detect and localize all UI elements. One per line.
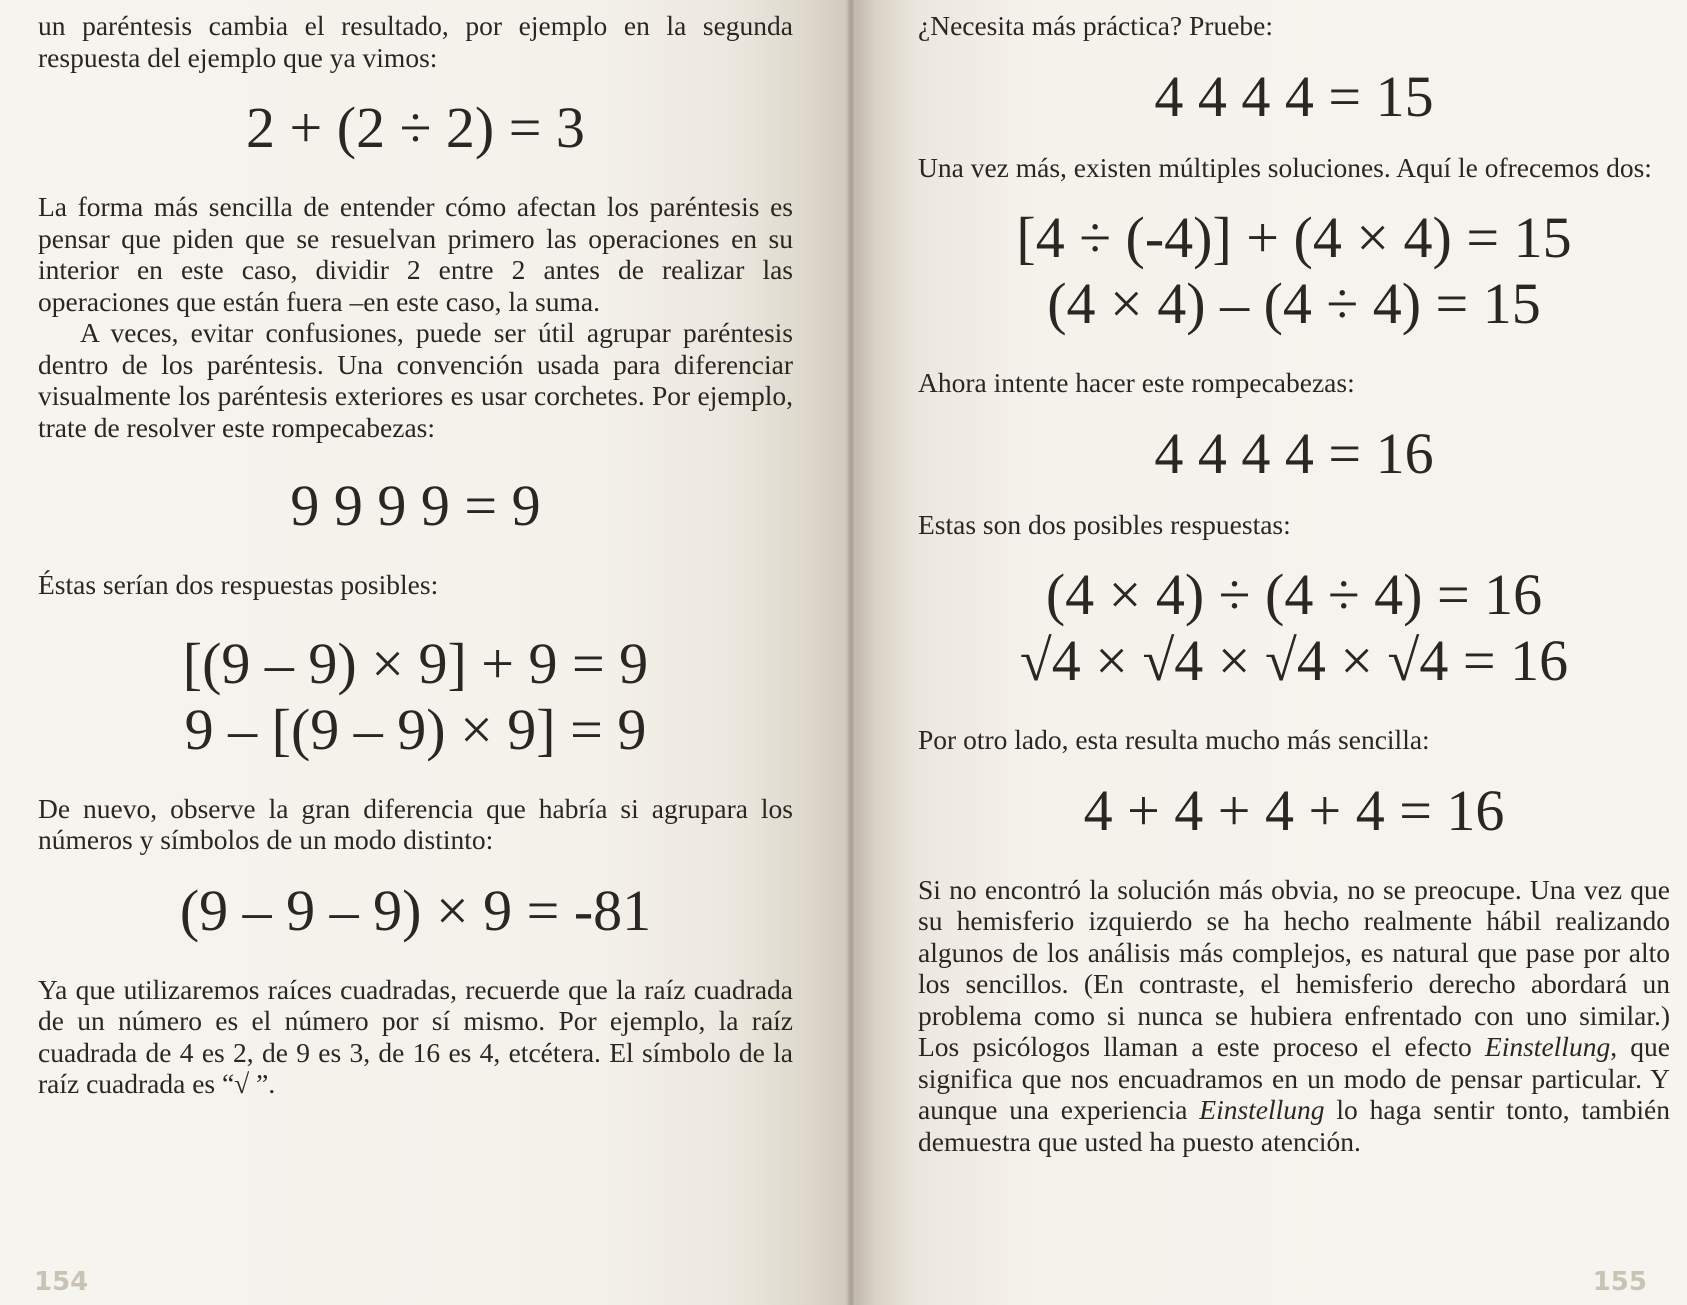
right-paragraph-5: Por otro lado, esta resulta mucho más sencilla: — [918, 724, 1430, 755]
left-paragraph-4: Éstas serían dos respuestas posibles: — [38, 569, 439, 600]
right-equation-4b: √4 × √4 × √4 × √4 = 16 — [1019, 628, 1569, 693]
right-equation-2b: (4 × 4) – (4 ÷ 4) = 15 — [1047, 271, 1541, 336]
left-paragraph-2: La forma más sencilla de entender cómo afectan los paréntesis es pensar que piden que se resuelvan primero las operaciones en su interior en este caso, dividir 2 entre 2 antes de realizar las operaciones que están fuera –en este caso, la suma. — [38, 191, 793, 317]
right-paragraph-6 — [918, 874, 1670, 1158]
einstellung-term-1: Einstellung — [1484, 1031, 1611, 1062]
left-page-text — [38, 10, 793, 1100]
left-paragraph-5: De nuevo, observe la gran diferencia que habría si agrupara los números y símbolos de un modo distinto: — [38, 792, 793, 855]
left-equation-2: 9 9 9 9 = 9 — [290, 473, 541, 538]
right-paragraph-6-part-b: , que significa que nos encuadramos en un modo de pensar particular. Y aunque una experiencia — [918, 1031, 1670, 1125]
right-page-number: 155 — [1592, 1267, 1647, 1297]
right-equation-4a: (4 × 4) ÷ (4 ÷ 4) = 16 — [1045, 562, 1543, 627]
right-paragraph-2: Una vez más, existen múltiples soluciones. Aquí le ofrecemos dos: — [918, 151, 1652, 183]
right-equation-3: 4 4 4 4 = 16 — [1154, 420, 1434, 486]
right-paragraph-3: Ahora intente hacer este rompecabezas: — [918, 367, 1355, 398]
left-equation-3b: 9 – [(9 – 9) × 9] = 9 — [184, 696, 647, 762]
right-page-text — [918, 10, 1670, 1157]
right-equation-2a: [4 ÷ (-4)] + (4 × 4) = 15 — [1016, 205, 1572, 270]
right-paragraph-6-part-a: Si no encontró la solución más obvia, no se preocupe. Una vez que su hemisferio izquierdo se ha hecho realmente hábil realizando algunos de los análisis más complejos, es natural que pase por alto los sencillos. (En contraste, el hemisferio derecho abordará un problema como si nunca se hubiera enfrentado con uno similar.) Los psicólogos llaman a este proceso el efecto — [918, 873, 1670, 1062]
left-equation-4: (9 – 9 – 9) × 9 = -81 — [179, 877, 652, 943]
right-paragraph-6-part-c: lo haga sentir tonto, también demuestra que usted ha puesto atención. — [918, 1094, 1671, 1157]
left-paragraph-1: un paréntesis cambia el resultado, por ejemplo en la segunda respuesta del ejemplo que ya vimos: — [38, 10, 793, 73]
left-equation-1: 2 + (2 ÷ 2) = 3 — [246, 95, 585, 160]
book-gutter — [846, 0, 856, 1305]
right-paragraph-1: ¿Necesita más práctica? Pruebe: — [918, 10, 1274, 41]
right-paragraph-4: Estas son dos posibles respuestas: — [918, 508, 1291, 540]
left-paragraph-6: Ya que utilizaremos raíces cuadradas, recuerde que la raíz cuadrada de un número es el número por sí mismo. Por ejemplo, la raíz cuadrada de 4 es 2, de 9 es 3, de 16 es 4, etcétera. El símbolo de la raíz cuadrada es “√ ”. — [38, 973, 793, 1099]
right-equation-1: 4 4 4 4 = 15 — [1154, 63, 1434, 129]
right-equation-5: 4 + 4 + 4 + 4 = 16 — [1083, 777, 1505, 843]
left-equation-3a: [(9 – 9) × 9] + 9 = 9 — [182, 630, 649, 696]
left-paragraph-3: A veces, evitar confusiones, puede ser útil agrupar paréntesis dentro de los paréntesis. Una convención usada para diferenciar visualmente los paréntesis exteriores es usar corchetes. Por ejemplo, trate de resolver este rompecabezas: — [38, 317, 793, 443]
einstellung-term-2: Einstellung — [1199, 1094, 1325, 1125]
left-page-number: 154 — [34, 1267, 89, 1297]
